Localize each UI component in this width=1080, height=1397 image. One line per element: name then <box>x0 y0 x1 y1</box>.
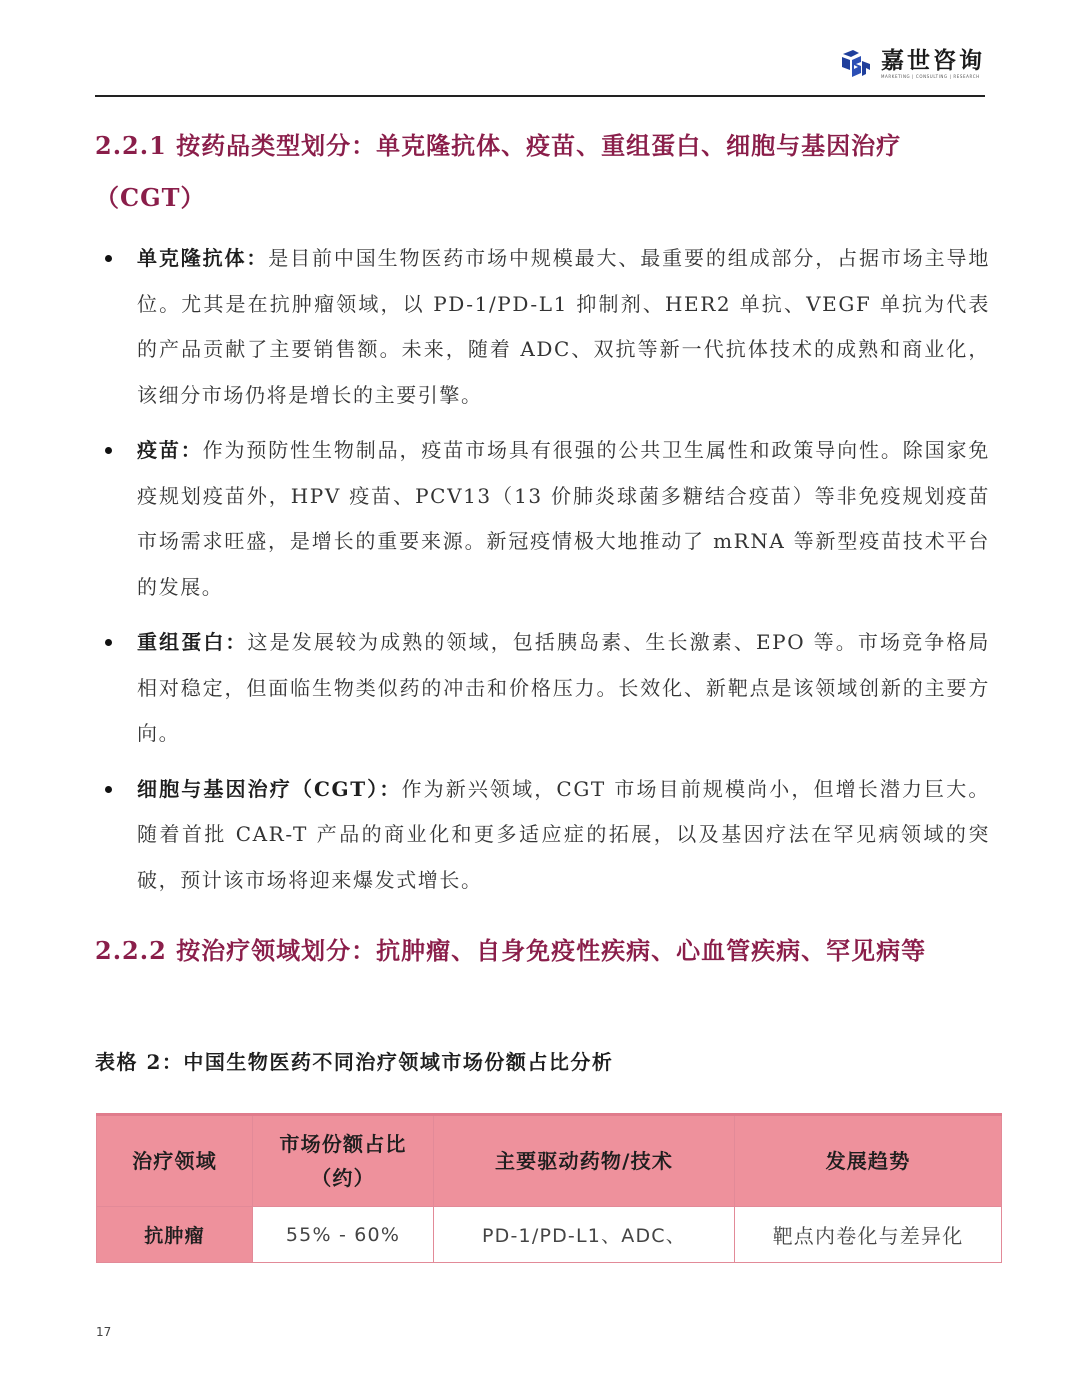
table-caption: 表格 2：中国生物医药不同治疗领域市场份额占比分析 <box>95 1050 614 1074</box>
bullet-text: 作为预防性生物制品，疫苗市场具有很强的公共卫生属性和政策导向性。除国家免疫规划疫苗外，HPV 疫苗、PCV13（13 价肺炎球菌多糖结合疫苗）等非免疫规划疫苗市场需求旺盛，是增长的重要来源。新冠疫情极大地推动了 mRNA 等新型疫苗技术平台的发展。 <box>137 438 990 599</box>
logo-name: 嘉世咨询 <box>881 48 985 74</box>
bullet-recombinant-protein <box>95 620 990 757</box>
page-number: 17 <box>96 1325 112 1339</box>
page-header <box>95 40 985 96</box>
bullet-dot-icon <box>105 639 112 646</box>
header-divider <box>95 95 985 97</box>
column-header-drivers: 主要驱动药物/技术 <box>434 1115 735 1207</box>
market-share-table <box>96 1113 1002 1263</box>
table-row <box>97 1207 1002 1263</box>
bullet-text: 是目前中国生物医药市场中规模最大、最重要的组成部分，占据市场主导地位。尤其是在抗肿瘤领域，以 PD-1/PD-L1 抑制剂、HER2 单抗、VEGF 单抗为代表的产品贡献了主要销售额。未来，随着 ADC、双抗等新一代抗体技术的成熟和商业化，该细分市场仍将是增长的主要引擎。 <box>137 246 990 407</box>
column-header-area: 治疗领域 <box>97 1115 253 1207</box>
column-header-share: 市场份额占比（约） <box>253 1115 434 1207</box>
cell-share: 55% - 60% <box>253 1207 434 1263</box>
bullet-cgt <box>95 767 990 904</box>
table-header-row <box>97 1115 1002 1207</box>
bullet-monoclonal-antibody <box>95 236 990 418</box>
bullet-dot-icon <box>105 786 112 793</box>
bullet-text: 作为新兴领域，CGT 市场目前规模尚小，但增长潜力巨大。随着首批 CAR-T 产品的商业化和更多适应症的拓展，以及基因疗法在罕见病领域的突破，预计该市场将迎来爆发式增长。 <box>137 776 990 892</box>
section-heading-2-2-2: 2.2.2 按治疗领域划分：抗肿瘤、自身免疫性疾病、心血管疾病、罕见病等 <box>95 936 927 965</box>
cell-trend: 靶点内卷化与差异化 <box>735 1207 1002 1263</box>
section-heading-2-2-1: 2.2.1 按药品类型划分：单克隆抗体、疫苗、重组蛋白、细胞与基因治疗（CGT） <box>95 131 902 212</box>
bullet-text: 这是发展较为成熟的领域，包括胰岛素、生长激素、EPO 等。市场竞争格局相对稳定，但面临生物类似药的冲击和价格压力。长效化、新靶点是该领域创新的主要方向。 <box>137 630 991 745</box>
logo-tagline: MARKETING | CONSULTING | RESEARCH <box>881 74 980 79</box>
bullet-term: 单克隆抗体： <box>137 246 269 270</box>
bullet-vaccine <box>95 428 990 610</box>
bullet-term: 疫苗： <box>137 438 203 462</box>
jiashi-cube-logo-icon <box>839 48 873 80</box>
bullet-term: 重组蛋白： <box>137 630 248 654</box>
bullet-dot-icon <box>105 255 112 262</box>
bullet-list-drug-types <box>95 236 990 903</box>
cell-drivers: PD-1/PD-L1、ADC、 <box>434 1207 735 1263</box>
bullet-dot-icon <box>105 447 112 454</box>
bullet-term: 细胞与基因治疗（CGT）： <box>137 776 402 801</box>
company-logo <box>839 48 985 80</box>
column-header-trend: 发展趋势 <box>735 1115 1002 1207</box>
cell-area: 抗肿瘤 <box>97 1207 253 1263</box>
